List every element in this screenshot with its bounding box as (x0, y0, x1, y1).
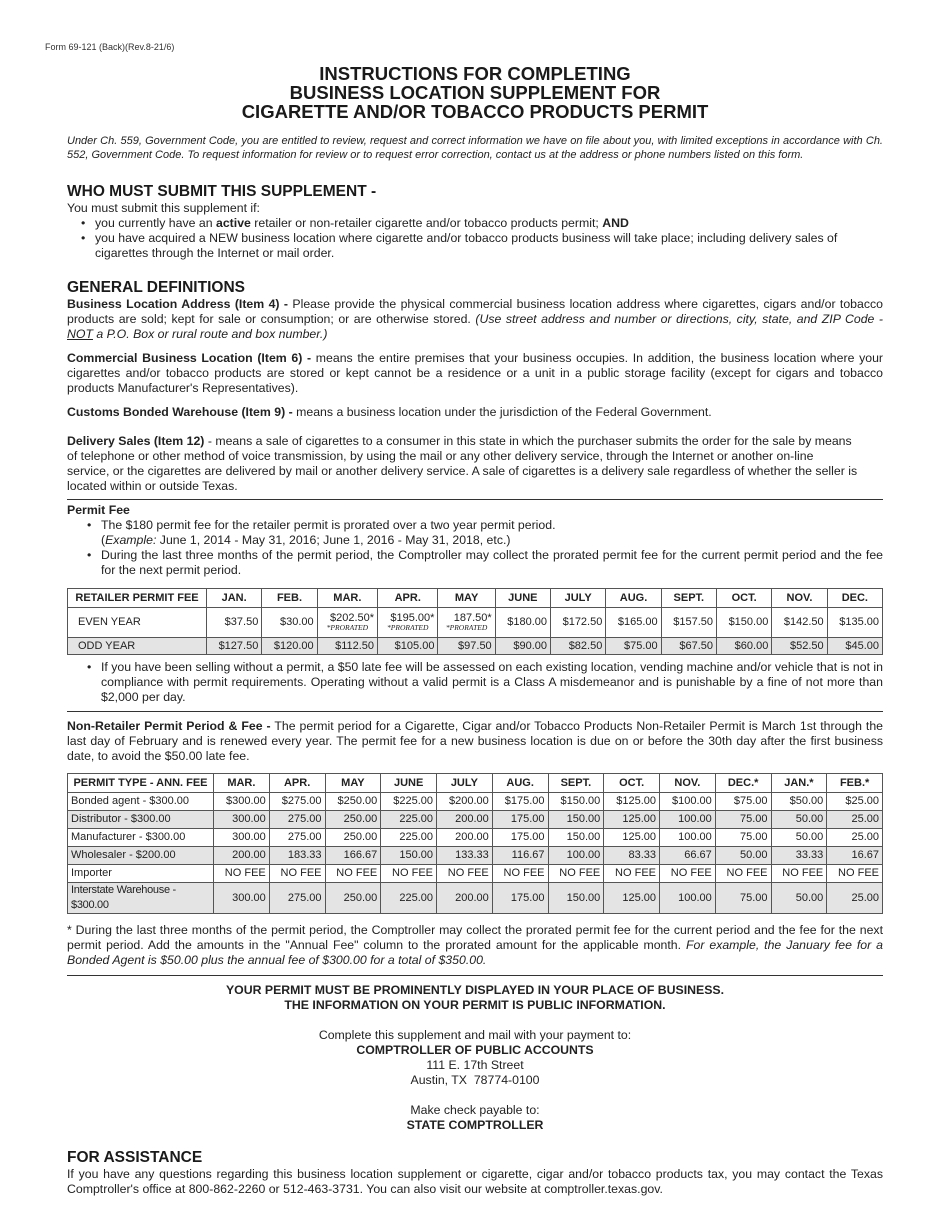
table-cell: $180.00 (495, 608, 550, 638)
table-header: JAN.* (771, 774, 827, 793)
table-header: NOV. (772, 589, 827, 608)
table-header-row (68, 774, 883, 793)
table-cell: 75.00 (715, 811, 771, 829)
definition-italic: (Use street address and number or directions, city, state, and ZIP Code - (475, 312, 884, 326)
table-header: OCT. (717, 589, 772, 608)
table-cell: 275.00 (269, 883, 325, 914)
divider (67, 711, 883, 712)
table-cell: 200.00 (437, 829, 493, 847)
table-row (68, 811, 883, 829)
table-cell: 225.00 (381, 829, 437, 847)
mailing-street: 111 E. 17th Street (426, 1058, 524, 1072)
table-header: DEC.* (715, 774, 771, 793)
table-cell: 150.00 (548, 883, 604, 914)
row-label: EVEN YEAR (68, 608, 207, 638)
definition-text: of telephone or other method of voice transmission, by using the mail or any other delivery service, through the Internet or another on-line (67, 449, 814, 463)
table-cell (378, 608, 438, 638)
table-cell: NO FEE (325, 865, 381, 883)
cell-value: $202.50* (330, 612, 375, 624)
table-header: JULY (551, 589, 606, 608)
table-header: SEPT. (548, 774, 604, 793)
table-cell: $165.00 (606, 608, 661, 638)
table-cell: NO FEE (548, 865, 604, 883)
table-header: AUG. (606, 589, 661, 608)
definition-text: means the entire premises that your business occupies. In addition, the business location where your cigarettes and/or tobacco products are stored or kept cannot be a residence or a unit in a public storage facility (except for cigars and tobacco products Manufacturer's Representatives). (67, 351, 884, 395)
row-label: Importer (68, 865, 214, 883)
table-cell: $100.00 (660, 793, 716, 811)
table-cell: 175.00 (492, 883, 548, 914)
table-cell: NO FEE (492, 865, 548, 883)
table-cell: 200.00 (437, 811, 493, 829)
notice-line-2: THE INFORMATION ON YOUR PERMIT IS PUBLIC INFORMATION. (284, 998, 666, 1012)
table-cell: $120.00 (262, 638, 317, 655)
table-cell: 50.00 (771, 811, 827, 829)
table-header: MAY (325, 774, 381, 793)
table-header: JUNE (381, 774, 437, 793)
table-cell: $275.00 (269, 793, 325, 811)
table-header: APR. (378, 589, 438, 608)
table-cell: NO FEE (437, 865, 493, 883)
table-cell (438, 608, 495, 638)
table-cell: $50.00 (771, 793, 827, 811)
who-must-list (67, 216, 883, 261)
table-cell: 225.00 (381, 811, 437, 829)
table-cell: NO FEE (660, 865, 716, 883)
table-row (68, 865, 883, 883)
assistance-heading: FOR ASSISTANCE (67, 1149, 203, 1166)
definition-bonded-warehouse (67, 405, 883, 420)
table-cell: 200.00 (214, 847, 270, 865)
table-cell: 300.00 (214, 883, 270, 914)
table-cell: $135.00 (827, 608, 882, 638)
table-cell: $75.00 (715, 793, 771, 811)
late-fee-list (67, 660, 883, 705)
table-header: MAR. (214, 774, 270, 793)
permit-fee-heading: Permit Fee (67, 503, 130, 517)
permit-fee-bullet-2: • During the last three months of the permit period, the Comptroller may collect the prorated permit fee for the current permit period and the fee for the next permit period. (87, 548, 883, 578)
table-cell: $150.00 (548, 793, 604, 811)
table-row-odd-year (68, 638, 883, 655)
row-label: Wholesaler - $200.00 (68, 847, 214, 865)
divider (67, 499, 883, 500)
non-retailer-label: Non-Retailer Permit Period & Fee - (67, 719, 271, 733)
table-cell: 125.00 (604, 811, 660, 829)
document-body (67, 134, 883, 1197)
table-cell: 125.00 (604, 829, 660, 847)
definitions-heading: GENERAL DEFINITIONS (67, 279, 245, 296)
title-line-3: CIGARETTE AND/OR TOBACCO PRODUCTS PERMIT (241, 101, 709, 122)
table-cell: 300.00 (214, 811, 270, 829)
table-cell: 83.33 (604, 847, 660, 865)
table-cell: $30.00 (262, 608, 317, 638)
table-cell: 133.33 (437, 847, 493, 865)
table-cell: $150.00 (717, 608, 772, 638)
table-cell: $75.00 (606, 638, 661, 655)
who-must-bullet-1 (81, 216, 883, 231)
table-cell: 166.67 (325, 847, 381, 865)
definition-text: means a business location under the jurisdiction of the Federal Government. (292, 405, 712, 419)
example-text: June 1, 2014 - May 31, 2016; June 1, 2016 - May 31, 2018, etc.) (156, 533, 511, 547)
bullet-bold: AND (602, 216, 629, 230)
table-cell: $60.00 (717, 638, 772, 655)
table-cell: $200.00 (437, 793, 493, 811)
row-label: Bonded agent - $300.00 (68, 793, 214, 811)
table-cell: 125.00 (604, 883, 660, 914)
table-cell: 116.67 (492, 847, 548, 865)
mailing-city: Austin, TX 78774-0100 (410, 1073, 540, 1087)
table-row (68, 847, 883, 865)
table-header: PERMIT TYPE - ANN. FEE (68, 774, 214, 793)
table-cell: $142.50 (772, 608, 827, 638)
definition-text: Please provide the physical commercial business location address where cigarettes, cigars and/or tobacco products are sold; kept for sale or consumption; or are otherwise stored. (67, 297, 883, 326)
table-header: AUG. (492, 774, 548, 793)
table-cell: 250.00 (325, 829, 381, 847)
mailing-name: COMPTROLLER OF PUBLIC ACCOUNTS (356, 1043, 594, 1057)
table-cell: 50.00 (771, 829, 827, 847)
footnote (67, 923, 883, 968)
table-cell: $125.00 (604, 793, 660, 811)
table-cell: NO FEE (827, 865, 883, 883)
table-cell: 100.00 (660, 811, 716, 829)
table-cell: $157.50 (661, 608, 716, 638)
table-cell: 33.33 (771, 847, 827, 865)
definition-business-location (67, 297, 883, 342)
table-cell: 150.00 (548, 811, 604, 829)
table-cell: 100.00 (548, 847, 604, 865)
definition-delivery-sales (67, 434, 883, 494)
table-cell: 225.00 (381, 883, 437, 914)
table-cell: $127.50 (207, 638, 262, 655)
table-cell: 275.00 (269, 829, 325, 847)
definition-commercial-location (67, 351, 883, 396)
table-cell: 250.00 (325, 811, 381, 829)
table-cell: $97.50 (438, 638, 495, 655)
table-cell: 150.00 (381, 847, 437, 865)
table-cell: 75.00 (715, 883, 771, 914)
definition-italic: NOT (67, 327, 93, 341)
table-cell: 16.67 (827, 847, 883, 865)
bullet-bold: active (216, 216, 251, 230)
table-header: DEC. (827, 589, 882, 608)
table-header: JAN. (207, 589, 262, 608)
table-cell: 100.00 (660, 829, 716, 847)
assistance-text: If you have any questions regarding this business location supplement or cigarette, cigar and/or tobacco products tax, you may contact the Texas Comptroller's office at 800-862-2260 or 512-463-3731. You can also visit our website at comptroller.texas.gov. (67, 1167, 883, 1196)
table-cell: 25.00 (827, 883, 883, 914)
cell-value: 187.50* (453, 612, 492, 624)
table-cell: 275.00 (269, 811, 325, 829)
permit-notice (67, 983, 883, 1013)
check-intro: Make check payable to: (410, 1103, 540, 1117)
table-cell: $225.00 (381, 793, 437, 811)
table-cell: NO FEE (381, 865, 437, 883)
table-cell: 175.00 (492, 829, 548, 847)
table-cell: $82.50 (551, 638, 606, 655)
table-row-even-year (68, 608, 883, 638)
example-label: Example: (105, 533, 157, 547)
bullet-text: you currently have an (95, 216, 216, 230)
table-header: SEPT. (661, 589, 716, 608)
table-cell (317, 608, 377, 638)
permit-fee-list (67, 518, 883, 578)
table-header-row (68, 589, 883, 608)
late-fee-bullet: • If you have been selling without a permit, a $50 late fee will be assessed on each existing location, vending machine and/or vehicle that is not in compliance with permit requirements. Operating without a valid permit is a Class A misdemeanor and is punishable by a fine of not more than $2,000 per day. (87, 660, 883, 705)
notice-line-1: YOUR PERMIT MUST BE PROMINENTLY DISPLAYED IN YOUR PLACE OF BUSINESS. (225, 983, 725, 997)
table-cell: 250.00 (325, 883, 381, 914)
permit-fee-bullet-1: • The $180 permit fee for the retailer permit is prorated over a two year permit period. (Example: June 1, 2014 - May 31, 2016; June 1, 2016 - May 31, 2018, etc.) (87, 518, 883, 548)
non-retailer-fee-table (67, 773, 883, 914)
check-payee: STATE COMPTROLLER (406, 1118, 544, 1132)
prorated-note: *PRORATED (445, 623, 488, 632)
divider (67, 975, 883, 976)
table-header: MAY (438, 589, 495, 608)
table-cell: 100.00 (660, 883, 716, 914)
title-line-2: BUSINESS LOCATION SUPPLEMENT FOR (289, 82, 661, 103)
table-cell: $52.50 (772, 638, 827, 655)
table-cell: $105.00 (378, 638, 438, 655)
table-cell: $45.00 (827, 638, 882, 655)
page-title (0, 64, 950, 121)
table-row (68, 829, 883, 847)
form-id: Form 69-121 (Back)(Rev.8-21/6) (45, 42, 175, 52)
table-cell: $25.00 (827, 793, 883, 811)
table-header: FEB. (262, 589, 317, 608)
non-retailer-text: The permit period for a Cigarette, Cigar and/or Tobacco Products Non-Retailer Permit is March 1st through the last day of February and is renewed every year. The permit fee for a new business location is due on or before the 30th day after the first business date, to avoid the $50.00 late fee. (67, 719, 883, 763)
row-label: Interstate Warehouse - $300.00 (68, 883, 214, 914)
definition-text: located within or outside Texas. (67, 479, 238, 493)
row-label: Manufacturer - $300.00 (68, 829, 214, 847)
who-must-bullet-2: • you have acquired a NEW business location where cigarette and/or tobacco products business will take place; including delivery sales of cigarettes through the Internet or mail order. (81, 231, 883, 261)
table-header: MAR. (317, 589, 377, 608)
row-label: ODD YEAR (68, 638, 207, 655)
prorated-note: *PRORATED (387, 623, 429, 632)
privacy-notice: Under Ch. 559, Government Code, you are entitled to review, request and correct information we have on file about you, with limited exceptions in accordance with Ch. 552, Government Code. To request information for review or to request error correction, contact us at the address or phone numbers listed on this form. (67, 135, 883, 161)
table-header: FEB.* (827, 774, 883, 793)
table-cell: $250.00 (325, 793, 381, 811)
table-row (68, 793, 883, 811)
non-retailer-paragraph (67, 719, 883, 764)
row-label: Distributor - $300.00 (68, 811, 214, 829)
table-cell: 25.00 (827, 829, 883, 847)
who-must-intro: You must submit this supplement if: (67, 201, 260, 215)
table-cell: NO FEE (715, 865, 771, 883)
title-line-1: INSTRUCTIONS FOR COMPLETING (319, 63, 631, 84)
table-row (68, 883, 883, 914)
table-cell: 50.00 (771, 883, 827, 914)
definition-italic: a P.O. Box or rural route and box number.) (92, 327, 328, 341)
footnote-text: * During the last three months of the permit period, the Comptroller may collect the prorated permit fee for the current period and the fee for the next permit period. Add the amounts in the "Annual Fee" column to the prorated amount for the applicable month. (67, 923, 883, 952)
table-cell: 25.00 (827, 811, 883, 829)
table-cell: 200.00 (437, 883, 493, 914)
table-header: RETAILER PERMIT FEE (68, 589, 207, 608)
table-cell: $37.50 (207, 608, 262, 638)
mailing-intro: Complete this supplement and mail with your payment to: (318, 1028, 632, 1042)
definition-text: service, or the cigarettes are delivered by mail or another delivery service. A sale of cigarettes is a delivery sale regardless of whether the seller is (67, 464, 858, 478)
who-must-heading: WHO MUST SUBMIT THIS SUPPLEMENT - (67, 183, 377, 200)
table-cell: $112.50 (317, 638, 377, 655)
table-cell: 66.67 (660, 847, 716, 865)
definition-label: Delivery Sales (Item 12) (67, 434, 205, 448)
table-cell: 300.00 (214, 829, 270, 847)
table-cell: $175.00 (492, 793, 548, 811)
table-cell: 183.33 (269, 847, 325, 865)
table-cell: 150.00 (548, 829, 604, 847)
table-cell: NO FEE (771, 865, 827, 883)
table-header: APR. (269, 774, 325, 793)
prorated-note: *PRORATED (326, 623, 369, 632)
table-header: JUNE (495, 589, 550, 608)
retailer-fee-table (67, 588, 883, 655)
table-cell: NO FEE (269, 865, 325, 883)
bullet-text: The $180 permit fee for the retailer permit is prorated over a two year permit period. (101, 518, 556, 532)
table-cell: $300.00 (214, 793, 270, 811)
bullet-text: retailer or non-retailer cigarette and/or tobacco products permit; (250, 216, 603, 230)
table-cell: 50.00 (715, 847, 771, 865)
table-body (68, 793, 883, 914)
definition-label: Business Location Address (Item 4) - (67, 297, 289, 311)
cell-value: $195.00* (390, 612, 435, 624)
mailing-address (67, 1028, 883, 1133)
table-header: OCT. (604, 774, 660, 793)
table-cell: NO FEE (604, 865, 660, 883)
table-cell: $90.00 (495, 638, 550, 655)
definition-label: Customs Bonded Warehouse (Item 9) - (67, 405, 293, 419)
table-cell: 175.00 (492, 811, 548, 829)
table-cell: $172.50 (551, 608, 606, 638)
definition-text: - means a sale of cigarettes to a consumer in this state in which the purchaser submits the order for the sale by means (204, 434, 852, 448)
definition-label: Commercial Business Location (Item 6) - (67, 351, 312, 365)
footnote-italic: For example, the January fee for a Bonded Agent is $50.00 plus the annual fee of $300.00 for a total of $350.00. (67, 938, 884, 967)
table-cell: NO FEE (214, 865, 270, 883)
table-cell: 75.00 (715, 829, 771, 847)
table-cell: $67.50 (661, 638, 716, 655)
table-header: NOV. (660, 774, 716, 793)
table-header: JULY (437, 774, 493, 793)
